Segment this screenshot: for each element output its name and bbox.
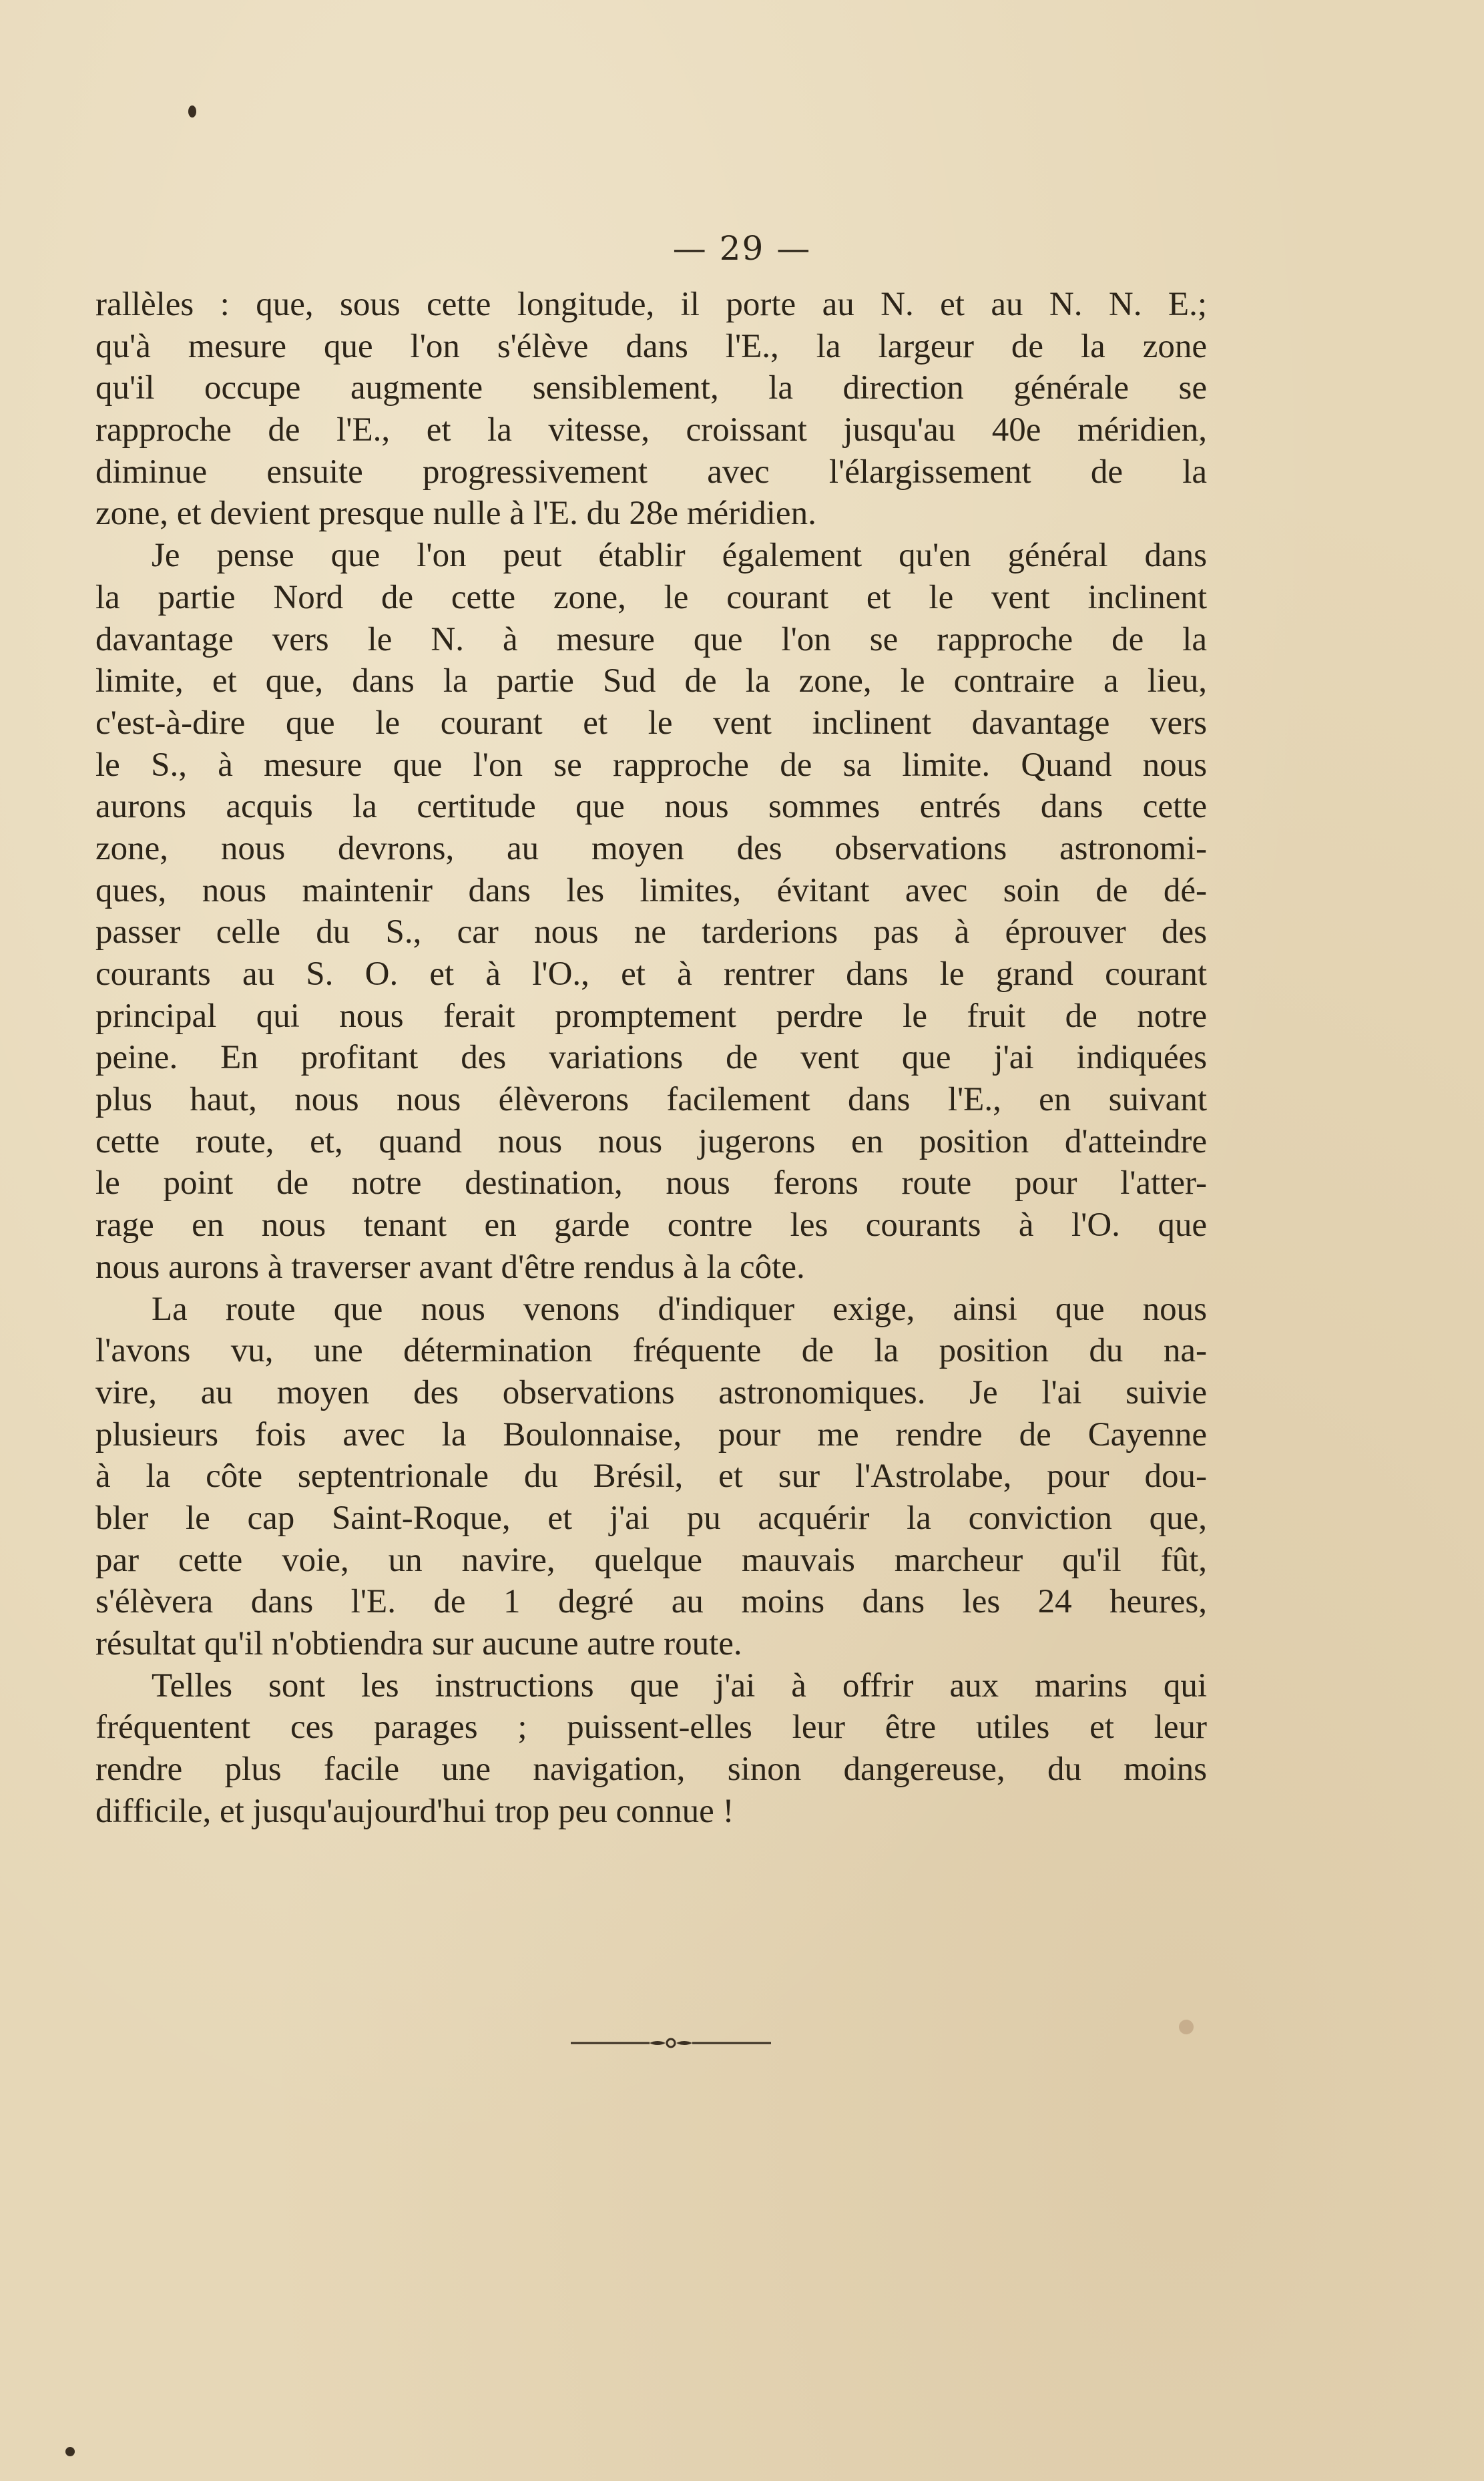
text-line: la partie Nord de cette zone, le courant et le vent inclinent: [95, 578, 1207, 616]
text-line: rage en nous tenant en garde contre les courants à l'O. que: [95, 1206, 1207, 1245]
text-line: bler le cap Saint-Roque, et j'ai pu acquérir la conviction que,: [95, 1499, 1207, 1537]
text-line: aurons acquis la certitude que nous sommes entrés dans cette: [95, 788, 1207, 826]
text-line: zone, et devient presque nulle à l'E. du 28e méridien.: [95, 495, 816, 533]
text-line: difficile, et jusqu'aujourd'hui trop peu connue !: [95, 1792, 734, 1830]
text-line: le point de notre destination, nous ferons route pour l'atter-: [95, 1164, 1207, 1202]
text-line: limite, et que, dans la partie Sud de la zone, le contraire a lieu,: [95, 662, 1207, 700]
text-line: davantage vers le N. à mesure que l'on se rapproche de la: [95, 620, 1207, 658]
text-line: peine. En profitant des variations de vent que j'ai indiquées: [95, 1039, 1207, 1077]
ornament-leaf-right: [676, 2041, 692, 2045]
text-line: rallèles : que, sous cette longitude, il porte au N. et au N. N. E.;: [95, 286, 1207, 323]
text-line: à la côte septentrionale du Brésil, et sur l'Astrolabe, pour dou-: [95, 1457, 1207, 1496]
text-line: rapproche de l'E., et la vitesse, croissant jusqu'au 40e méridien,: [95, 411, 1207, 449]
text-line: Je pense que l'on peut établir également qu'en général dans: [152, 537, 1207, 575]
text-line: par cette voie, un navire, quelque mauvais marcheur qu'il fût,: [95, 1541, 1207, 1579]
end-ornament: [571, 2035, 771, 2051]
text-line: zone, nous devrons, au moyen des observations astronomi-: [95, 829, 1207, 867]
text-line: principal qui nous ferait promptement perdre le fruit de notre: [95, 997, 1207, 1035]
paragraph-4: [95, 1665, 1207, 1833]
paper-speck: [65, 2447, 75, 2456]
text-line: plusieurs fois avec la Boulonnaise, pour me rendre de Cayenne: [95, 1415, 1207, 1453]
text-line: le S., à mesure que l'on se rapproche de sa limite. Quand nous: [95, 746, 1207, 784]
text-line: rendre plus facile une navigation, sinon dangereuse, du moins: [95, 1751, 1207, 1789]
text-line: diminue ensuite progressivement avec l'élargissement de la: [95, 453, 1207, 491]
text-line: résultat qu'il n'obtiendra sur aucune autre route.: [95, 1625, 742, 1662]
text-line: c'est-à-dire que le courant et le vent inclinent davantage vers: [95, 704, 1207, 742]
text-line: courants au S. O. et à l'O., et à rentrer dans le grand courant: [95, 955, 1207, 993]
text-line: plus haut, nous nous élèverons facilement dans l'E., en suivant: [95, 1081, 1207, 1119]
ornament-center-circle: [667, 2039, 675, 2047]
text-line: fréquentent ces parages ; puissent-elles leur être utiles et leur: [95, 1709, 1207, 1747]
text-line: qu'à mesure que l'on s'élève dans l'E., la largeur de la zone: [95, 327, 1207, 365]
text-line: qu'il occupe augmente sensiblement, la direction générale se: [95, 369, 1207, 407]
text-line: l'avons vu, une détermination fréquente de la position du na-: [95, 1332, 1207, 1370]
page-number: — 29 —: [672, 229, 812, 268]
text-line: cette route, et, quand nous nous jugerons en position d'atteindre: [95, 1122, 1207, 1160]
text-line: ques, nous maintenir dans les limites, évitant avec soin de dé-: [95, 871, 1207, 909]
paragraph-1: [95, 284, 1207, 535]
text-line: s'élèvera dans l'E. de 1 degré au moins dans les 24 heures,: [95, 1583, 1207, 1621]
text-line: vire, au moyen des observations astronomiques. Je l'ai suivie: [95, 1373, 1207, 1411]
text-line: La route que nous venons d'indiquer exige, ainsi que nous: [152, 1290, 1207, 1328]
text-line: Telles sont les instructions que j'ai à offrir aux marins qui: [152, 1666, 1207, 1705]
body-text: [95, 284, 1207, 1832]
text-line: nous aurons à traverser avant d'être rendus à la côte.: [95, 1248, 805, 1286]
ornament-leaf-left: [650, 2041, 666, 2045]
text-line: passer celle du S., car nous ne tarderions pas à éprouver des: [95, 913, 1207, 951]
paper-speck: [188, 105, 196, 118]
paper-stain: [1179, 2020, 1194, 2034]
paragraph-3: [95, 1289, 1207, 1665]
paragraph-2: [95, 535, 1207, 1288]
